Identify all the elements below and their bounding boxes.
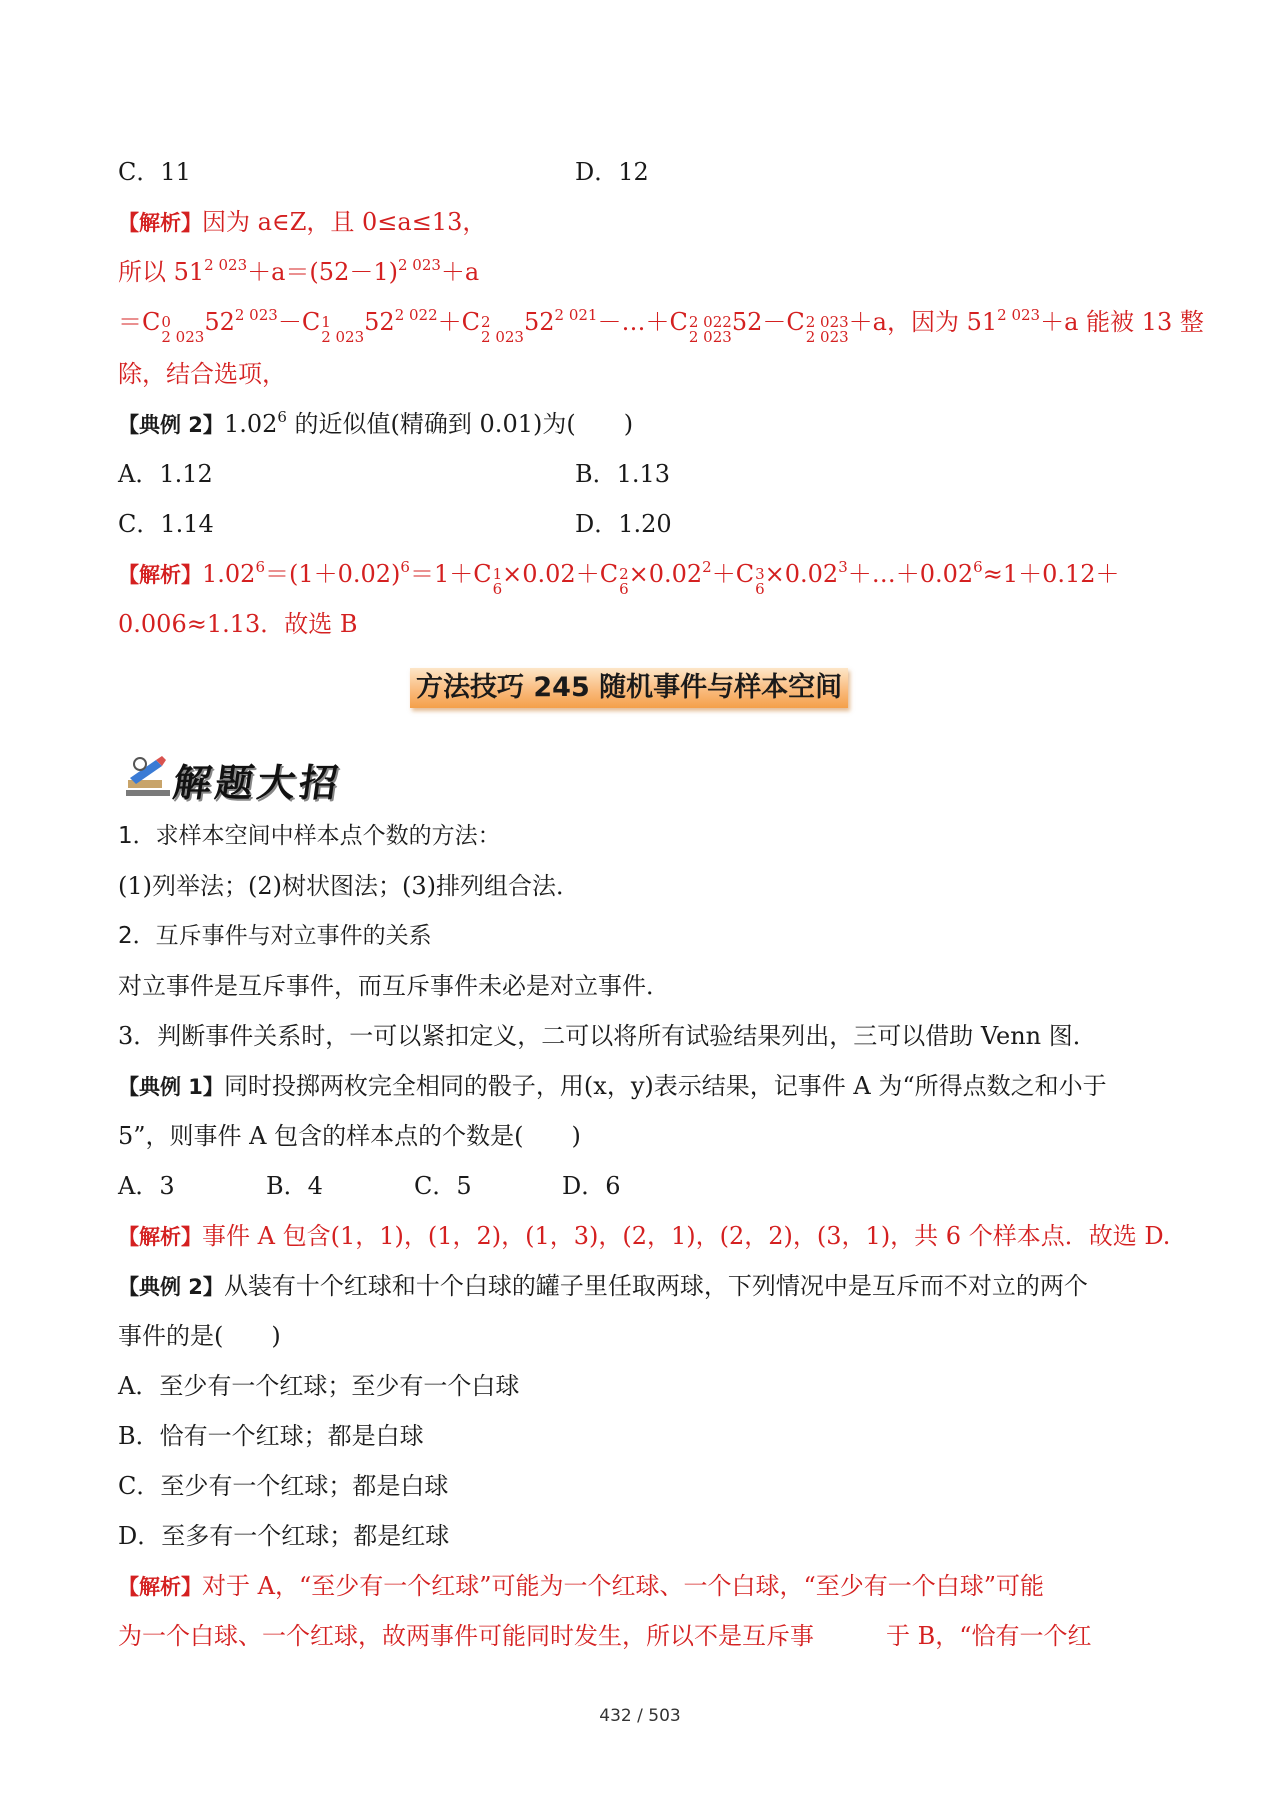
tips-logo <box>122 750 362 805</box>
analysis-tag: 【解析】 <box>118 211 202 235</box>
example1-stem-2: 5”，则事件 A 包含的样本点的个数是( ) <box>118 1122 581 1150</box>
analysis-tag: 【解析】 <box>118 1575 202 1599</box>
example2-analysis-1: 【解析】对于 A，“至少有一个红球”可能为一个红球、一个白球，“至少有一个白球”可能 <box>118 1572 1045 1600</box>
example-tag: 【典例 2】 <box>118 1275 224 1299</box>
section-title: 方法技巧 245 随机事件与样本空间 <box>410 668 848 708</box>
analysis-line-3: ＝C 0 2 023 $52^{2 023}-C$ 1 2 023 $52^{2 022}+C$ 2 2 023 $52^{2 021}-\dots+C$ 2 022 2 023 52－C 2 023 2 023 ＋a，因为 $51^{2 023}+a$ 能被 13 整 <box>118 306 1204 346</box>
example2-prev-analysis-2: 0.006≈1.13．故选 B <box>118 610 358 638</box>
analysis-tag: 【解析】 <box>118 563 202 587</box>
example2-prev-analysis-1: 【解析】$1.02^6=(1+0.02)^6=1+C$ 1 6 ×0.02＋C 2 6 $\times 0.02^2+C$ 3 6 $\times 0.02^3+\dots+0.02^6\approx 1+0.12+$ <box>118 558 1120 598</box>
binomial: 2 023 2 023 <box>805 313 849 346</box>
example1-option-b: B．4 <box>266 1172 323 1200</box>
example2-prev-option-a: A．1.12 <box>118 460 213 488</box>
binomial: 0 2 023 <box>161 313 205 346</box>
example2-analysis-2: 为一个白球、一个红球，故两事件可能同时发生，所以不是互斥事 于 B，“恰有一个红 <box>118 1622 1092 1650</box>
tip-1: 1．求样本空间中样本点个数的方法： <box>118 823 501 849</box>
option-d: D．12 <box>575 158 649 186</box>
analysis-line-2: 所以 $51^{2 023}+a=(52-1)^{2 023}+a$ <box>118 256 480 286</box>
example1-option-d: D．6 <box>562 1172 621 1200</box>
example2-stem-2: 事件的是( ) <box>118 1322 281 1350</box>
page-number: 432 / 503 <box>599 1706 681 1726</box>
tip-2: 2．互斥事件与对立事件的关系 <box>118 923 432 949</box>
example1-analysis: 【解析】事件 A 包含(1，1)，(1，2)，(1，3)，(2，1)，(2，2)，(3，1)，共 6 个样本点．故选 D. <box>118 1222 1171 1250</box>
example1-stem-1: 【典例 1】同时投掷两枚完全相同的骰子，用(x，y)表示结果，记事件 A 为“所得点数之和小于 <box>118 1072 1107 1100</box>
example1-options <box>118 1170 710 1202</box>
example-tag: 【典例 1】 <box>118 1075 224 1099</box>
binomial: 2 6 <box>619 565 629 598</box>
option-c: C．11 <box>118 158 191 186</box>
analysis-line-4: 除，结合选项， <box>118 360 286 388</box>
example2-prev-option-c: C．1.14 <box>118 510 214 538</box>
book-pencil-icon <box>122 750 174 802</box>
example2-option-b: B．恰有一个红球；都是白球 <box>118 1422 424 1450</box>
example2-option-a: A．至少有一个红球；至少有一个白球 <box>118 1372 520 1400</box>
example2-prev-option-b: B．1.13 <box>575 460 671 488</box>
analysis-tag: 【解析】 <box>118 1225 202 1249</box>
redaction-patch <box>814 1624 886 1652</box>
example2-prev-stem: 【典例 2】1.02$^6$ 的近似值(精确到 0.01)为( ) <box>118 408 634 438</box>
binomial: 1 6 <box>492 565 503 598</box>
example2-option-d: D．至多有一个红球；都是红球 <box>118 1522 450 1550</box>
tip-1-detail: (1)列举法；(2)树状图法；(3)排列组合法． <box>118 872 580 900</box>
binomial: 2 2 023 <box>481 313 524 346</box>
example1-option-c: C．5 <box>414 1172 472 1200</box>
example2-option-c: C．至少有一个红球；都是白球 <box>118 1472 449 1500</box>
analysis-line-1: 【解析】因为 a∈Z，且 0≤a≤13， <box>118 208 487 236</box>
tip-3: 3．判断事件关系时，一可以紧扣定义，二可以将所有试验结果列出，三可以借助 Venn 图． <box>118 1022 1097 1050</box>
logo-text: 解题大招 <box>170 760 345 805</box>
example1-option-a: A．3 <box>118 1172 175 1200</box>
example2-stem-1: 【典例 2】从装有十个红球和十个白球的罐子里任取两球，下列情况中是互斥而不对立的两个 <box>118 1272 1088 1300</box>
binomial: 2 022 2 023 <box>688 313 732 346</box>
binomial: 1 2 023 <box>321 313 365 346</box>
example2-prev-option-d: D．1.20 <box>575 510 672 538</box>
binomial: 3 6 <box>755 565 765 598</box>
example-tag: 【典例 2】 <box>118 413 224 437</box>
tip-2-detail: 对立事件是互斥事件，而互斥事件未必是对立事件． <box>118 972 670 1000</box>
